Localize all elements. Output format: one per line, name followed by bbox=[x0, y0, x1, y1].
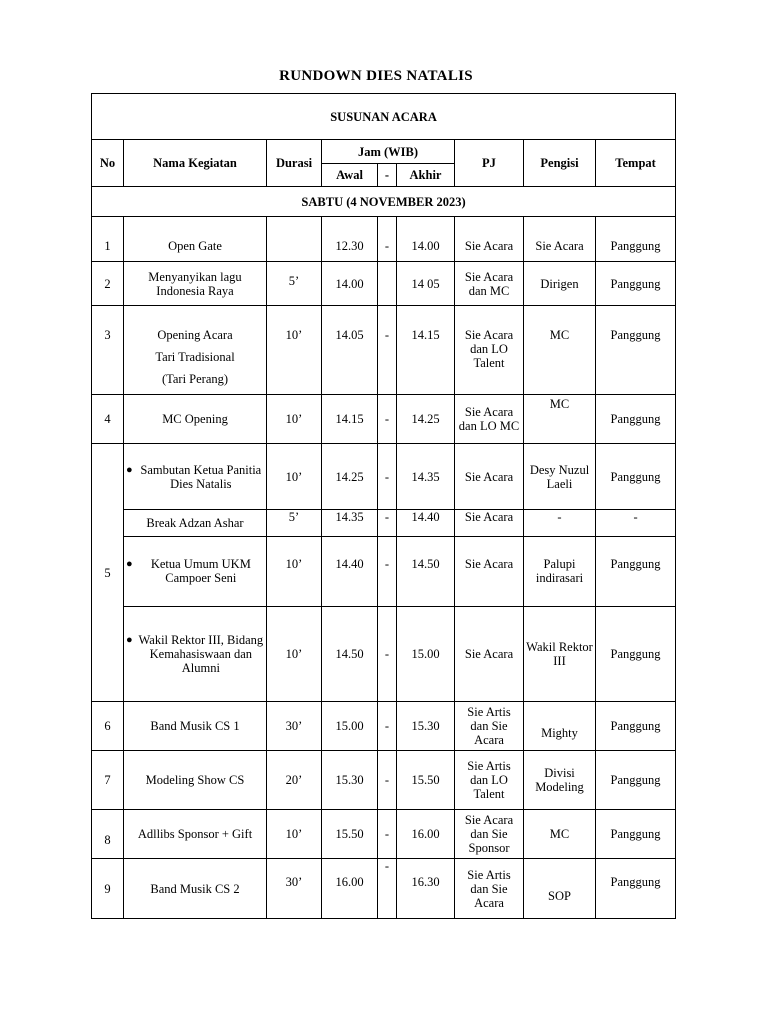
cell-awal: 12.30 bbox=[322, 217, 378, 262]
cell-kegiatan bbox=[124, 444, 267, 510]
cell-no: 7 bbox=[92, 751, 124, 810]
cell-no: 5 bbox=[92, 444, 124, 702]
cell-sep: - bbox=[378, 537, 397, 607]
day-row bbox=[92, 187, 676, 217]
bullet-item bbox=[126, 463, 264, 491]
cell-durasi: 10’ bbox=[267, 537, 322, 607]
cell-durasi: 10’ bbox=[267, 810, 322, 859]
cell-awal: 14.15 bbox=[322, 395, 378, 444]
table-row bbox=[92, 217, 676, 262]
cell-pj: Sie Acara bbox=[455, 444, 524, 510]
col-header-tempat: Tempat bbox=[596, 140, 676, 187]
bullet-text: Wakil Rektor III, Bidang Kemahasiswaan dan Alumni bbox=[138, 633, 264, 675]
cell-tempat: Panggung bbox=[596, 859, 676, 919]
cell-pengisi: Wakil Rektor III bbox=[524, 607, 596, 702]
cell-durasi: 10’ bbox=[267, 444, 322, 510]
cell-pengisi: Mighty bbox=[524, 702, 596, 751]
cell-akhir: 14 05 bbox=[397, 262, 455, 306]
table-row bbox=[92, 395, 676, 444]
cell-akhir: 14.15 bbox=[397, 306, 455, 395]
cell-sep bbox=[378, 262, 397, 306]
bullet-item bbox=[126, 633, 264, 675]
col-header-sep: - bbox=[378, 164, 397, 187]
cell-tempat: Panggung bbox=[596, 306, 676, 395]
cell-pengisi: SOP bbox=[524, 859, 596, 919]
cell-pj: Sie Acara dan Sie Sponsor bbox=[455, 810, 524, 859]
cell-akhir: 16.30 bbox=[397, 859, 455, 919]
cell-kegiatan bbox=[124, 306, 267, 395]
cell-pengisi: MC bbox=[524, 306, 596, 395]
cell-no: 8 bbox=[92, 810, 124, 859]
cell-kegiatan: Band Musik CS 1 bbox=[124, 702, 267, 751]
cell-durasi: 30’ bbox=[267, 702, 322, 751]
cell-durasi: 30’ bbox=[267, 859, 322, 919]
cell-pengisi: Sie Acara bbox=[524, 217, 596, 262]
activity-line: Opening Acara bbox=[157, 328, 233, 342]
cell-pengisi: Divisi Modeling bbox=[524, 751, 596, 810]
cell-pj: Sie Artis dan Sie Acara bbox=[455, 859, 524, 919]
cell-sep: - bbox=[378, 444, 397, 510]
cell-no: 3 bbox=[92, 306, 124, 395]
table-row bbox=[92, 510, 676, 537]
cell-akhir: 14.50 bbox=[397, 537, 455, 607]
cell-sep: - bbox=[378, 607, 397, 702]
cell-sep: - bbox=[378, 751, 397, 810]
rundown-table bbox=[91, 93, 676, 919]
cell-durasi: 5’ bbox=[267, 262, 322, 306]
col-header-durasi: Durasi bbox=[267, 140, 322, 187]
col-header-akhir: Akhir bbox=[397, 164, 455, 187]
cell-awal: 15.30 bbox=[322, 751, 378, 810]
bullet-icon: ● bbox=[126, 463, 133, 476]
cell-akhir: 15.00 bbox=[397, 607, 455, 702]
cell-pj: Sie Artis dan LO Talent bbox=[455, 751, 524, 810]
cell-no: 2 bbox=[92, 262, 124, 306]
cell-no: 1 bbox=[92, 217, 124, 262]
bullet-text: Ketua Umum UKM Campoer Seni bbox=[150, 557, 251, 585]
col-header-no: No bbox=[92, 140, 124, 187]
cell-awal: 15.50 bbox=[322, 810, 378, 859]
cell-awal: 14.35 bbox=[322, 510, 378, 537]
cell-tempat: Panggung bbox=[596, 262, 676, 306]
table-row bbox=[92, 444, 676, 510]
cell-pengisi: MC bbox=[524, 810, 596, 859]
cell-tempat: Panggung bbox=[596, 810, 676, 859]
bullet-text: Sambutan Ketua Panitia Dies Natalis bbox=[140, 462, 262, 491]
col-header-pj: PJ bbox=[455, 140, 524, 187]
table-row bbox=[92, 537, 676, 607]
cell-tempat: Panggung bbox=[596, 217, 676, 262]
cell-kegiatan: MC Opening bbox=[124, 395, 267, 444]
cell-pj: Sie Acara dan LO Talent bbox=[455, 306, 524, 395]
cell-awal: 15.00 bbox=[322, 702, 378, 751]
cell-tempat: Panggung bbox=[596, 702, 676, 751]
cell-awal: 14.40 bbox=[322, 537, 378, 607]
cell-durasi: 20’ bbox=[267, 751, 322, 810]
cell-tempat: Panggung bbox=[596, 751, 676, 810]
cell-pj: Sie Acara bbox=[455, 510, 524, 537]
cell-sep: - bbox=[378, 306, 397, 395]
cell-sep: - bbox=[378, 217, 397, 262]
table-row bbox=[92, 810, 676, 859]
bullet-icon: ● bbox=[126, 558, 133, 570]
cell-sep: - bbox=[378, 702, 397, 751]
cell-durasi bbox=[267, 217, 322, 262]
activity-line: Tari Tradisional bbox=[155, 350, 235, 364]
cell-akhir: 16.00 bbox=[397, 810, 455, 859]
cell-kegiatan: Modeling Show CS bbox=[124, 751, 267, 810]
document-title: RUNDOWN DIES NATALIS bbox=[279, 68, 473, 84]
cell-durasi: 10’ bbox=[267, 607, 322, 702]
table-row bbox=[92, 859, 676, 919]
table-row bbox=[92, 262, 676, 306]
table-caption: SUSUNAN ACARA bbox=[92, 94, 676, 140]
cell-pj: Sie Artis dan Sie Acara bbox=[455, 702, 524, 751]
cell-pj: Sie Acara bbox=[455, 217, 524, 262]
cell-pengisi: Palupi indirasari bbox=[524, 537, 596, 607]
cell-akhir: 15.30 bbox=[397, 702, 455, 751]
table-row bbox=[92, 607, 676, 702]
cell-sep: - bbox=[378, 510, 397, 537]
bullet-icon: ● bbox=[126, 634, 133, 646]
cell-durasi: 10’ bbox=[267, 306, 322, 395]
cell-awal: 14.50 bbox=[322, 607, 378, 702]
cell-pengisi: MC bbox=[524, 395, 596, 444]
cell-akhir: 14.25 bbox=[397, 395, 455, 444]
cell-sep: - bbox=[378, 810, 397, 859]
cell-kegiatan: Break Adzan Ashar bbox=[124, 510, 267, 537]
col-header-kegiatan: Nama Kegiatan bbox=[124, 140, 267, 187]
col-header-jam: Jam (WIB) bbox=[322, 140, 455, 164]
cell-pengisi: Desy Nuzul Laeli bbox=[524, 444, 596, 510]
cell-pengisi: - bbox=[524, 510, 596, 537]
cell-tempat: Panggung bbox=[596, 537, 676, 607]
cell-durasi: 10’ bbox=[267, 395, 322, 444]
cell-akhir: 14.35 bbox=[397, 444, 455, 510]
cell-akhir: 14.40 bbox=[397, 510, 455, 537]
cell-no: 9 bbox=[92, 859, 124, 919]
cell-pj: Sie Acara bbox=[455, 607, 524, 702]
cell-sep: - bbox=[378, 395, 397, 444]
cell-kegiatan: Open Gate bbox=[124, 217, 267, 262]
cell-awal: 14.05 bbox=[322, 306, 378, 395]
table-row bbox=[92, 702, 676, 751]
col-header-pengisi: Pengisi bbox=[524, 140, 596, 187]
caption-row bbox=[92, 94, 676, 140]
cell-tempat: Panggung bbox=[596, 607, 676, 702]
cell-awal: 16.00 bbox=[322, 859, 378, 919]
table-row bbox=[92, 306, 676, 395]
cell-no: 6 bbox=[92, 702, 124, 751]
header-row bbox=[92, 140, 676, 164]
cell-tempat: Panggung bbox=[596, 444, 676, 510]
cell-kegiatan: Adllibs Sponsor + Gift bbox=[124, 810, 267, 859]
activity-line: (Tari Perang) bbox=[161, 372, 229, 386]
cell-tempat: - bbox=[596, 510, 676, 537]
cell-akhir: 14.00 bbox=[397, 217, 455, 262]
cell-kegiatan: Menyanyikan lagu Indonesia Raya bbox=[124, 262, 267, 306]
cell-pj: Sie Acara dan MC bbox=[455, 262, 524, 306]
cell-pj: Sie Acara dan LO MC bbox=[455, 395, 524, 444]
col-header-awal: Awal bbox=[322, 164, 378, 187]
cell-durasi: 5’ bbox=[267, 510, 322, 537]
cell-pj: Sie Acara bbox=[455, 537, 524, 607]
cell-tempat: Panggung bbox=[596, 395, 676, 444]
cell-kegiatan bbox=[124, 607, 267, 702]
cell-kegiatan: Band Musik CS 2 bbox=[124, 859, 267, 919]
bullet-item bbox=[126, 557, 264, 585]
cell-kegiatan bbox=[124, 537, 267, 607]
cell-sep: - bbox=[378, 859, 397, 919]
cell-awal: 14.25 bbox=[322, 444, 378, 510]
cell-pengisi: Dirigen bbox=[524, 262, 596, 306]
day-label: SABTU (4 NOVEMBER 2023) bbox=[92, 187, 676, 217]
cell-akhir: 15.50 bbox=[397, 751, 455, 810]
cell-awal: 14.00 bbox=[322, 262, 378, 306]
cell-no: 4 bbox=[92, 395, 124, 444]
table-row bbox=[92, 751, 676, 810]
